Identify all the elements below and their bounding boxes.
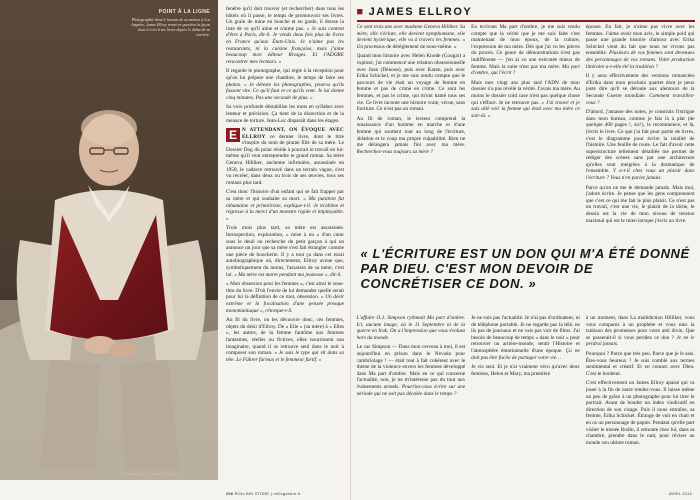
paragraph: Sa voix profonde déstabilise les mots en syllabes avec lenteur et précision. Ça tient de la dissection et de la menace de torture. Jean-Luc disparaît dans les étages. bbox=[226, 104, 344, 124]
paragraph: à un moment, dans La malédiction Hilliker, vous vous comparez à un prophète et vous niez la trahison des promesses pour votre ami divin. Que se passerait-il si vous perdiez ce don ? Je ne le perdrai jamais. bbox=[585, 315, 695, 348]
paragraph: Au fil du livre, on les découvre donc, ces femmes, objets du désir d'Ellroy. De « Elle » (sa mère) à « Elles », les autres, de la femme fantôme aux femmes fantasmes, réelles ou fictives, elles nourrissent son imaginaire, quand il se retrouve seul dans le noir à composer son roman. « Je suis le type qui vit dans sa tête. Le Führer furieux et le femmeur furtif. » bbox=[226, 317, 344, 363]
text-column bbox=[471, 315, 580, 475]
article-title: ■ JAMES ELLROY bbox=[356, 6, 473, 18]
paragraph: Ce sont trois ans avec madame Geneva Hilliker. Sa mère, elle s'éclate, elle devient nymphomane, elle devient hystérique, elle va à travers les femmes. « Un processus de dérèglement de nous-même. » bbox=[356, 24, 466, 50]
paragraph: Je ne suis pas l'actualité. Je n'ai pas d'ordinateur, ni de téléphone portable. Je ne regarde pas la télé, ne lis pas de journaux et ne vais pas voir de films. J'ai besoin de beaucoup de temps « dans le noir » pour retrouver un arrière-monde, sentir l'Histoire et l'atmosphère émotionnelle d'une époque. Ça ne doit pas être facile de partager votre vie… bbox=[471, 315, 580, 361]
pull-quote bbox=[361, 246, 691, 308]
paragraph: Je vis seul. Et je n'ai vraiment vécu qu'avec deux femmes, Helen et Mary, ma première bbox=[471, 364, 580, 377]
right-bottom-columns bbox=[357, 315, 695, 475]
text-column bbox=[586, 315, 695, 475]
header-rule bbox=[357, 20, 695, 22]
paragraph: C'est effectivement un James Ellroy apaisé qui va jouer à la fin de notre rendez-vous. Il laisse même un peu de grâce à un photographe pour lui tirer le portrait. Avant de bouder un index vindicatif en direction de son visage. Puis il nous entraîne, sa femme, Erika Schickel. Étrange de voir en chair et en os un personnage de papier. Pendant qu'elle part visiter le musée Rodin, il remonte chez lui, dans sa chambre, prendre dans le nuit, pour réviser au monde son ultime roman. bbox=[585, 380, 695, 446]
caption-body: Photographié dans le bureau de sa maison à Los Angeles, James Ellroy remet en question la façon dont il a écrit ses livres depuis le début de sa carrière. bbox=[131, 17, 210, 37]
paragraph: D'abord, j'amasse des notes, je construis l'intrigue dans mon bureau, comme je fais là à plat (de quelque 400 pages !, sic!), le recommence, et là, j'écris le livre. Ce que j'ai fait pour partie de livres, c'est le diagramme pour écrire la totalité de l'histoire. Une feuille de route. Le fait d'avoir cette superstructure tellement détaillée me permet de rédiger des scènes sans par une architecture qu'elles sont intégrées à la dramatique de l'ensemble. Y a-t-il chez vous un plaisir dans l'écriture ? Vous n'en parlez jamais. bbox=[585, 109, 695, 182]
drop-cap: E bbox=[226, 128, 240, 142]
left-text-column bbox=[226, 6, 344, 366]
paragraph: Au fil de roman, le lecteur comprend la renaissance d'un homme en marche et d'une femme qui soutient tout au long de l'écriture, ablation et le coup ma propre culpabilité. Rien ne me dérangera jamais fini avec ma mère. Recherchez-vous toujours sa mère ? bbox=[356, 115, 466, 155]
right-footer: AVRIL 2012 bbox=[668, 492, 692, 496]
paragraph: En écrivant Ma part d'ombre, je me suis rendu compte que la vérité que je me suis faite c'est maintenant de mon époux, de la culture, l'expression de ma mère. Dès que j'ai vu les pièces du procès. Ce genre de démonstrations n'est pas indifférente — j'en ai vu une exécutée mieux de femme. Mais la suite n'est pas ma mère. Ma part d'ombre, qui l'écrit ? bbox=[471, 24, 580, 77]
paragraph: Trois mois plus tard, sa mère est assassinée. Introspection, exploration, « mise à nu » d'un cœur sous le deuil ou recherche du petit garçon à qui on annonce un jour que sa mère s'est fait étrangler comme une pièce de boucherie. Il y a tout ça dans cet essai autobiographique où, directement, Ellroy avoue que, symboliquement du moins, l'assassin de sa mère, c'est lui. « Ma mère est morte pendant ma jeunesse », dit-il. bbox=[226, 225, 344, 278]
paragraph: Parce qu'on ne me le demande jamais. Mais moi, j'adore écrire. Je pense que les gens comprennent que c'est ce qui me fait le plus plaisir. Ce n'est pas un travail, c'est une vie, le plaisir de la tâche, le dessin est la vie de mon niveau de tension maximal qui est le mien lorsque j'écris un livre. bbox=[585, 184, 695, 224]
paragraph-dropcap: E N ATTENDANT, ON ÉVOQUE AVEC ELLROY ce dernier livre, dont le titre s'inspire du nom de plume fille de sa mère. Le Dossier Dog du polar réside à pourrait le travail en lui-même qu'il veut entreprendre le grand roman. Sa mère Geneva Hilliker, ancienne infirmière, assassinée en 1958, le cadavre retrouvé dans un terrain vague, s'est vu recréer, dans deux ou trois de ses œuvres, tous ses romans plus tard. bbox=[226, 127, 345, 186]
paragraph: « Mon obsession pour les femmes », c'est ainsi le sous-titre du livre. D'où l'envie de lui demander quelle serait pour lui la définition de ce mot, obsession. « Un désir extrême et la focalisation d'une pensée presque monomaniaque », rétorque-t-il. bbox=[226, 281, 344, 314]
square-bullet-icon: ■ bbox=[356, 6, 365, 18]
page-number: 206 bbox=[226, 492, 234, 496]
paragraph: Il y aura effectivement des versions romancées d'Erika dans mon prochain quartet dont je peux juste dire qu'il se déroule aux alentours de la Seconde Guerre mondiale. Comment travaillez-vous ? bbox=[585, 73, 695, 106]
right-top-columns bbox=[357, 24, 695, 242]
photo-credit: Photographie : Aurelia Sandoval bbox=[120, 472, 180, 476]
paragraph: Mais mes vingt ans plus tard l'ADN de mon dossier n'a pas révélé la vérité. J'avais ma mère. Au moins le dossier cold case n'est pas quelque chose qui s'efface. Je ne retrouve pas. « J'ai trouvé et je suis allé voir la femme qui était avec ma mère ce soir-là. » bbox=[471, 79, 580, 119]
caption-title: POINT À LA LIGNE bbox=[158, 9, 210, 15]
portrait-illustration bbox=[0, 0, 218, 480]
text-column bbox=[586, 24, 695, 242]
paragraph: Quand mon histoire avec Helen Knode (Cougar) a explosé, j'ai commencé une relation obsessionnelle avec Joan (Dénoue), puis avec Karen, puis avec Erika Schickel, et je me suis rendu compte que le parcours de vie était un voyage de femme en femme et pas de crime en crime. Ce sont les femmes, et pas le crime, qui m'ont hanté tous ses vie. Ce livre raconte une histoire vraie, vécue, sans fioriture. Ce n'est pas un roman. bbox=[356, 53, 466, 113]
photo-caption bbox=[128, 10, 210, 37]
left-footer bbox=[226, 492, 301, 496]
paragraph: fenêtre qu'il doit trouver (et rechercher) dans tous les hôtels où il passe, le temps de promouvoir ses livres. Un grain de mine en bouche et en garde, il dresse la liste de ce qu'il aime et n'aime pas. « Je suis content d'être à Paris, dit-il. Je vends deux fois plus de livres en France qu'aux États-Unis. Je n'aime pas les restaurants, ni la cuisine française, mais j'aime beaucoup mon éditeur Rivages. Et J'ADORE rencontrer mes lecteurs. » bbox=[226, 6, 344, 65]
article-header bbox=[357, 6, 695, 22]
paragraph: épouse. En fait, je n'aime pas vivre avec les femmes. J'aime avoir mon avis, le simple poid qui passe une grande histoire d'amour avec Erika Schickel vient du fait que nous ne vivons pas ensemble. Plusieurs de vos femmes sont devenues des personnages de vos romans. Votre production littéraire a-t-elle été la tradition ? bbox=[585, 24, 695, 70]
paragraph: C'est donc l'histoire d'un enfant qui se fait frapper par sa mère et qui souhaite sa mort. « Ma punition fut inhumaine et primitiviste, explique-t-il. Je m'abîme et régresse à la merci d'un monstre rigide et impitoyable. » bbox=[226, 189, 344, 222]
pull-quote-text: « L'ÉCRITURE EST UN DON QUI M'A ÉTÉ DONNÉ PAR DIEU. C'EST MON DEVOIR DE CONCRÉTISER CE DON. » bbox=[360, 246, 690, 291]
text-column bbox=[357, 24, 466, 242]
text-column bbox=[471, 24, 580, 242]
paragraph: Pourquoi ? Parce que très peu. Parce que je le sais. Êtes-vous heureux ? Je suis comblé aux termes sentimental et créatif. Et en contact avec Dieu. C'est le bonheur. bbox=[585, 350, 695, 377]
text-column bbox=[357, 315, 466, 475]
portrait-photo bbox=[0, 0, 218, 480]
paragraph: Il regarde le photographe, qui règle à la réception pour qu'on lui prépare une chambre, le temps de faire ses photos. « Je déteste les photographes, pourvu qu'ils fassent vite. Ce qu'il faut et ce qu'ils vont. Je lui donne cinq minutes. Pas une seconde de plus. » bbox=[226, 68, 344, 101]
right-page bbox=[350, 0, 700, 500]
paragraph: Le cas Simpson — Dans mon cerveau à moi, il est aujourd'hui en prison dans le Nevada pour cambriolage ! — était tout à fait cohérent avec le thème de la violence envers les femmes développé dans Ma part d'ombre. Mais en ce qui concerne l'actualité, non, je ne m'intéresse pas du tout aux événements actuels. Pourriez-vous écrire sur une période qui ne soit pas décalée dans le temps ? bbox=[356, 344, 466, 397]
publication-info: ROLLING STONE | rollingstone.fr bbox=[234, 492, 301, 496]
paragraph: L'affaire O.J. Simpson rythmait Ma part d'ombre. Ici, aucune image, où le 11 Septembre ni de la guerre en Irak. On a l'impression que vous évoluez hors du monde. bbox=[356, 315, 466, 341]
